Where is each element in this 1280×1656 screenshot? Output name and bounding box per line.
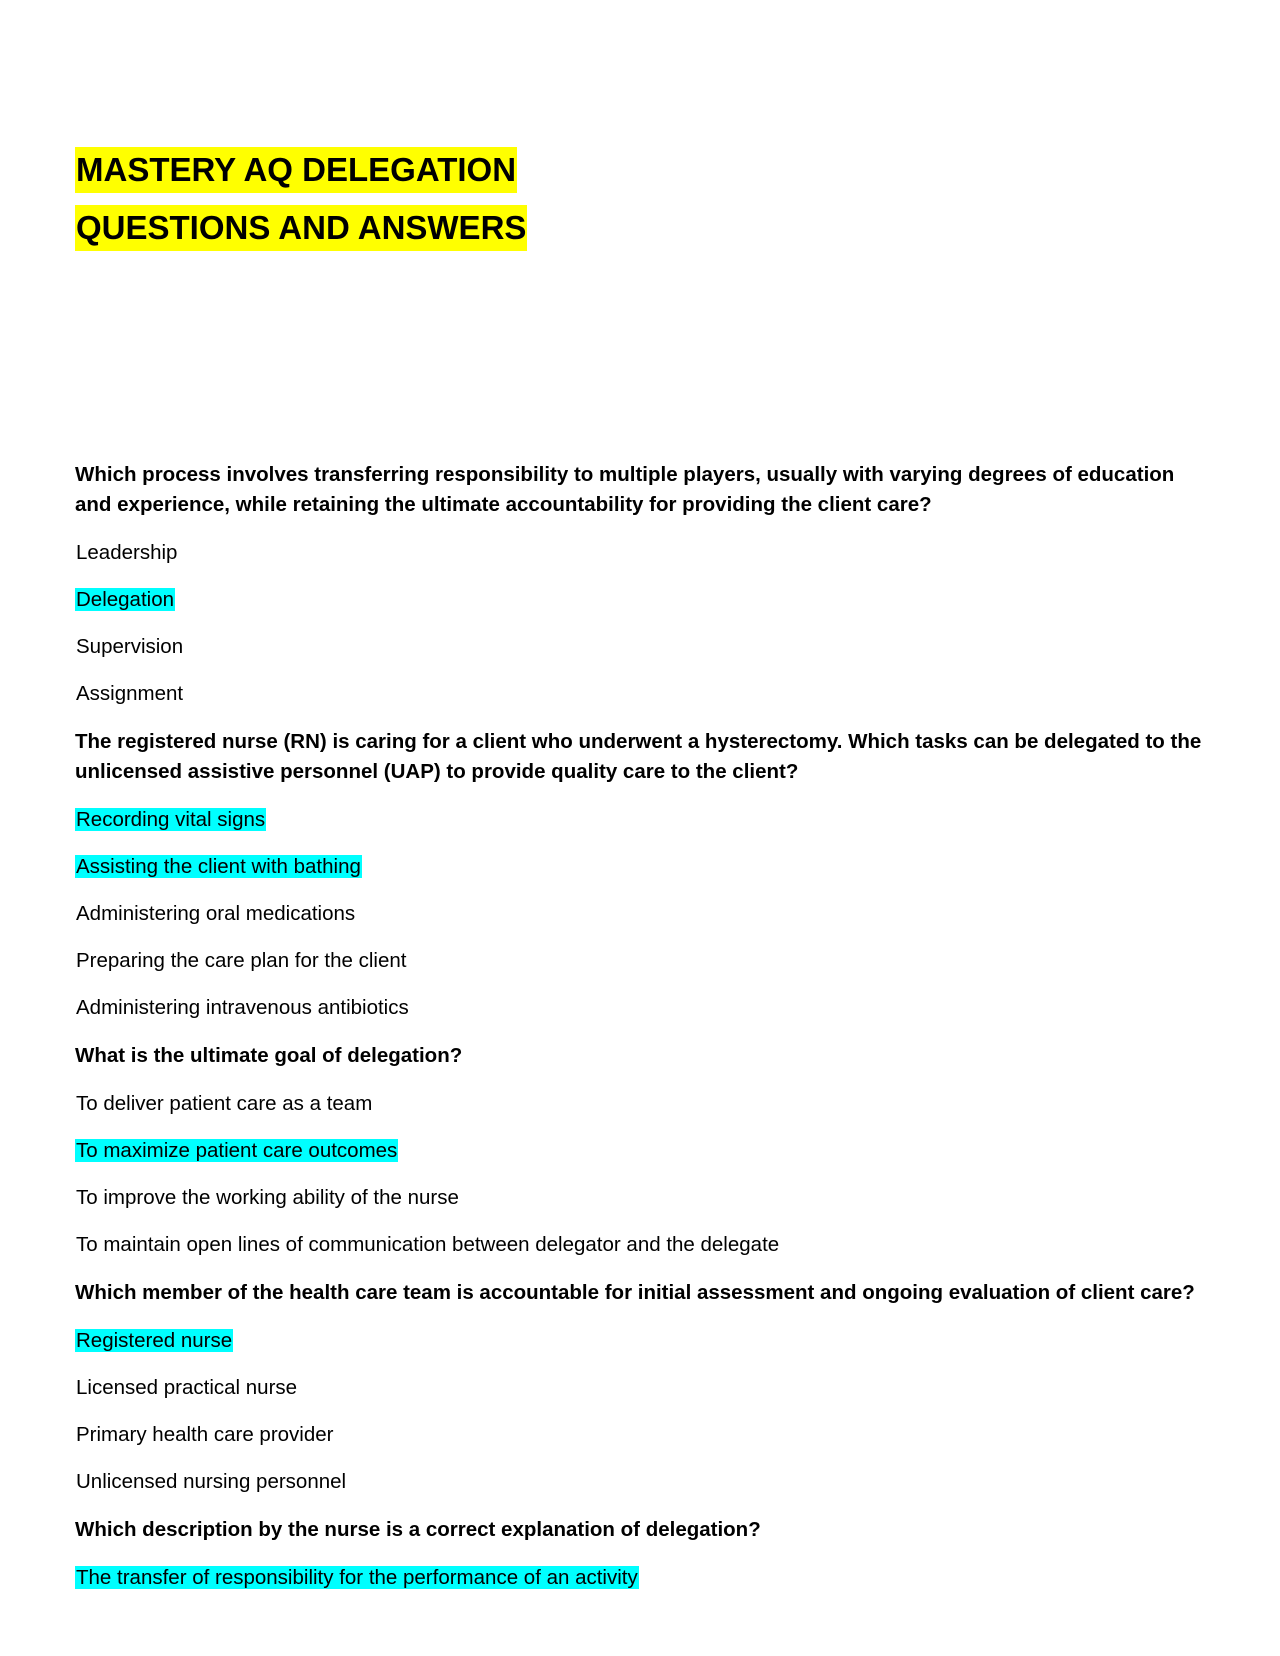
document-title [75,143,527,259]
answer-option-text: To improve the working ability of the nurse [76,1186,459,1209]
answer-option [75,680,1205,708]
correct-answer-option [75,586,1205,614]
answer-option-text: To maximize patient care outcomes [76,1139,398,1162]
answer-option-text: Recording vital signs [76,808,266,831]
answer-option-text: The transfer of responsibility for the performance of an activity [76,1566,638,1589]
answer-option [75,994,1205,1022]
question-list [75,460,1205,1611]
answer-option-text: Supervision [76,635,184,658]
correct-answer-option [75,1327,1205,1355]
question-3: What is the ultimate goal of delegation? [75,1044,463,1067]
answer-option-text: Assisting the client with bathing [76,855,361,878]
answer-option-text: Licensed practical nurse [76,1376,298,1399]
answer-option [75,1468,1205,1496]
title-line-2: QUESTIONS AND ANSWERS [75,205,527,251]
answer-option [75,1421,1205,1449]
answer-option [75,1184,1205,1212]
answer-option-text: Administering intravenous antibiotics [76,996,409,1019]
answer-option [75,633,1205,661]
question-1: Which process involves transferring responsibility to multiple players, usually with varying degrees of education and experience, while retaining the ultimate accountability for providing the client care? [75,463,1175,516]
title-line-1: MASTERY AQ DELEGATION [75,147,517,193]
answer-option-text: To deliver patient care as a team [76,1092,373,1115]
correct-answer-option [75,853,1205,881]
question-5: Which description by the nurse is a correct explanation of delegation? [75,1518,761,1541]
answer-option [75,947,1205,975]
answer-option-text: Delegation [76,588,175,611]
answer-option [75,539,1205,567]
correct-answer-option [75,1564,1205,1592]
question-2: The registered nurse (RN) is caring for a client who underwent a hysterectomy. Which tasks can be delegated to the unlicensed assistive personnel (UAP) to provide quality care to the client? [75,730,1202,783]
answer-option-text: Preparing the care plan for the client [76,949,407,972]
correct-answer-option [75,806,1205,834]
answer-option [75,1231,1205,1259]
correct-answer-option [75,1137,1205,1165]
answer-option-text: Unlicensed nursing personnel [76,1470,347,1493]
answer-option-text: Leadership [76,541,178,564]
answer-option-text: Assignment [76,682,184,705]
answer-option-text: To maintain open lines of communication between delegator and the delegate [76,1233,780,1256]
answer-option [75,1374,1205,1402]
answer-option-text: Registered nurse [76,1329,233,1352]
question-4: Which member of the health care team is accountable for initial assessment and ongoing evaluation of client care? [75,1281,1195,1304]
answer-option-text: Primary health care provider [76,1423,334,1446]
answer-option-text: Administering oral medications [76,902,356,925]
answer-option [75,900,1205,928]
answer-option [75,1090,1205,1118]
